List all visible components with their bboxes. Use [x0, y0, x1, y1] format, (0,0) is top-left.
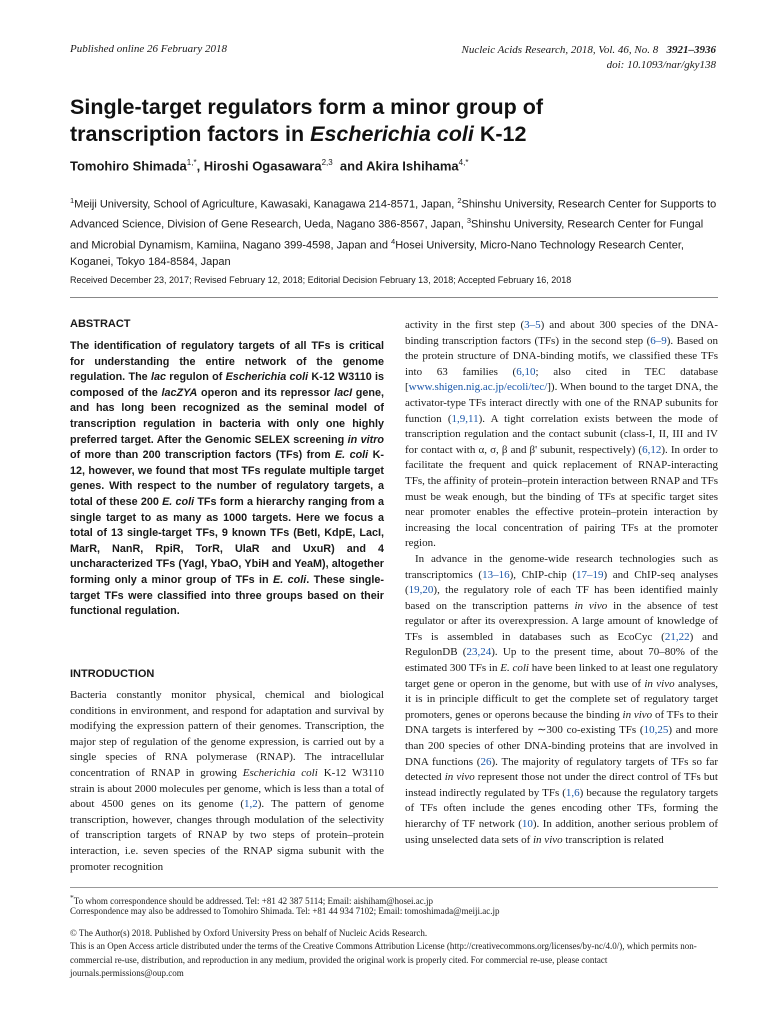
species-name: Escherichia coli — [242, 766, 318, 779]
body-text: in the absence of test regulator or after its overexpression. A large amount of knowledge of TFs is assembled in databases such as EcoCyc ( — [405, 599, 719, 643]
affiliation-4: Hosei University, Micro-Nano Technology Research Center, Koganei, Tokyo 184-8584, Japan — [70, 239, 684, 268]
abstract-text: operon and its repressor — [197, 386, 335, 399]
affiliation-2: Shinshu University, Research Center for Supports to Advanced Science, Division of Gene Research, Ueda, Nagano 386-8567, Japan, — [70, 198, 717, 231]
reference-link[interactable]: 1,2 — [243, 798, 258, 811]
author-affil-sup: 2,3 — [321, 158, 333, 167]
body-text: ) because the regulatory targets of TFs often include the genes encoding other TFs, forming the hierarchy of TF network ( — [405, 786, 718, 830]
body-text: In advance in the genome-wide research technologies such as transcriptomics ( — [405, 552, 718, 581]
reference-link[interactable]: 13–16 — [482, 568, 510, 581]
species-name: E. coli — [334, 449, 369, 462]
abstract-text: K-12 W3110 is composed of the — [70, 371, 384, 399]
publication-date: Published online 26 February 2018 — [70, 43, 228, 55]
copyright-text: © The Author(s) 2018. Published by Oxford University Press on behalf of Nucleic Acids Research. — [70, 928, 428, 938]
body-text: ). The pattern of genome transcription, however, changes through modulation of the selectivity of transcription targets of RNAP by two steps of protein–protein interaction, i.e. seven species of the RNAP sigma subunit with the promoter recognition — [70, 798, 384, 873]
author-name[interactable]: Hiroshi Ogasawara — [203, 158, 322, 174]
body-text: Bacteria constantly monitor physical, chemical and biological conditions in environment, and respond for adaptation and survival by modifying the expression pattern of their genomes. Transcription, the major step of regulation of the genome expression, is carried out by a single species of RNA polymerase (RNAP). The intracellular concentration of RNAP in growing — [70, 689, 384, 779]
abstract-text: regulon of — [165, 371, 226, 384]
italic-term: in vivo — [644, 677, 675, 690]
abstract-body — [70, 339, 384, 620]
body-text: ]). When bound to the target DNA, the activator-type TFs interact directly with one of the RNAP subunits for function ( — [405, 381, 718, 425]
body-text: ). In order to facilitate the frequent and quick replacement of RNAP-interacting TFs, the affinity of protein–protein interaction between RNAP and TFs must be weak enough, but the binding of TFs at specific target sites near promoter enables the effective protein–protein interaction by increasing the local concentration of pairing TFs at the promoter region. — [405, 443, 718, 550]
author-name[interactable]: Akira Ishihama — [366, 158, 459, 174]
header-divider — [70, 297, 718, 298]
abstract-text: gene, and has long been recognized as the seminal model of transcription regulation in bacteria with only one highly preferred target. After the Genomic SELEX screening — [70, 386, 385, 446]
affiliation-1: Meiji University, School of Agriculture, Kawasaki, Kanagawa 214-8571, Japan, — [74, 198, 458, 211]
affil-sup: 4 — [391, 236, 396, 246]
reference-link[interactable]: 6–9 — [650, 334, 667, 347]
body-text: of TFs to their DNA targets is interfered by ∼300 co-existing TFs ( — [405, 708, 719, 737]
history-dates: Received December 23, 2017; Revised February 12, 2018; Editorial Decision February 13, 2018; Accepted February 16, 2018 — [70, 275, 572, 285]
body-text: ), ChIP-chip ( — [509, 568, 577, 581]
body-text: ), the regulatory role of each TF has been identified mainly based on the transcription patterns — [405, 584, 718, 612]
footnote-divider — [70, 887, 718, 888]
body-text: analyses, it is in principle difficult to get the complete set of regulatory target promoters, genes or operons because the binding — [405, 677, 718, 721]
correspondence-text: To whom correspondence should be addressed. Tel: +81 42 387 5114; Email: aishiham@hosei.ac.jp — [73, 896, 434, 906]
affiliations — [70, 193, 720, 270]
introduction-heading: INTRODUCTION — [70, 668, 155, 680]
body-text: ; also cited in TEC database [ — [405, 365, 718, 394]
gene-name: lac — [150, 371, 166, 384]
affiliation-3: Shinshu University, Research Center for Fungal and Microbial Dynamism, Kamiina, Nagano 399-4598, Japan and — [70, 218, 704, 252]
author-separator: , — [196, 158, 204, 174]
body-text: ). Based on the protein structure of DNA-binding motifs, we classified these TFs into 63 families ( — [405, 334, 718, 378]
reference-link[interactable]: 1,9,11 — [451, 412, 479, 425]
right-column — [405, 318, 718, 848]
body-text: activity in the first step ( — [405, 319, 525, 331]
license-notice — [70, 927, 718, 981]
reference-link[interactable]: 19,20 — [408, 584, 434, 597]
body-text: ) and about 300 species of the DNA-binding transcription factors (TFs) in the second step ( — [405, 319, 718, 347]
abstract-text: K-12, however, we found that most TFs regulate multiple target genes. With respect to the number of regulatory targets, a total of these 200 — [70, 449, 384, 508]
reference-link[interactable]: 1,6 — [565, 786, 580, 799]
abstract-text: of more than 200 transcription factors (TFs) from — [70, 449, 335, 462]
database-url-link[interactable]: www.shigen.nig.ac.jp/ecoli/tec/ — [408, 381, 548, 394]
page-range: 3921–3936 — [666, 44, 716, 56]
abstract-text: . These single-target TFs were classified into three groups based on their functional regulation. — [70, 573, 384, 618]
reference-link[interactable]: 6,12 — [642, 443, 662, 456]
journal-citation — [376, 43, 716, 73]
species-name: Escherichia coli — [225, 371, 309, 384]
author-separator: and — [332, 158, 367, 174]
paragraph — [405, 552, 718, 848]
reference-link[interactable]: 10 — [521, 818, 533, 830]
body-text: ) and ChIP-seq analyses ( — [405, 568, 718, 597]
affil-sup: 2 — [457, 196, 462, 205]
correspondence-note-2: Correspondence may also be addressed to Tomohiro Shimada. Tel: +81 44 934 7102; Email: tomoshimada@meiji.ac.jp — [70, 906, 500, 916]
body-text: ) and RegulonDB ( — [405, 630, 719, 659]
abstract-heading: ABSTRACT — [70, 318, 131, 330]
title-line-2-post: K-12 — [473, 122, 527, 146]
italic-term: in vivo — [533, 833, 563, 846]
body-text: ) and more than 200 species of other DNA-binding proteins that are involved in DNA functions ( — [405, 724, 719, 768]
title-species: Escherichia coli — [310, 122, 474, 146]
italic-term: in vitro — [347, 433, 384, 446]
footnote-star: * — [70, 893, 74, 902]
species-name: E. coli — [500, 662, 529, 675]
reference-link[interactable]: 17–19 — [576, 568, 604, 581]
body-text: transcription is related — [562, 833, 664, 846]
license-text: This is an Open Access article distributed under the terms of the Creative Commons Attribution License (http://creativecommons.org/licenses/by-nc/4.0/), which permits non-commercial re-use, distribution, and reproduction in any medium, provided the original work is properly cited. For commercial re-use, please contact journals.permissions@oup.com — [70, 941, 697, 979]
abstract-text: TFs form a hierarchy ranging from a single target to as many as 1000 targets. Here we focus a total of 13 single-target TFs, 9 known TFs (BetI, KdpE, LacI, MarR, NanR, RpiR, TorR, UlaR and UxuR) and 4 uncharacterized TFs (YagI, YbaO, YbiH and YeaM), altogether forming only a minor group of TFs in — [70, 495, 385, 586]
body-text: ). The majority of regulatory targets of TFs so far detected — [405, 755, 718, 784]
body-text: represent those not under the direct control of TFs but instead indirectly regulated by TFs ( — [405, 771, 718, 799]
article-title — [70, 94, 710, 148]
author-list — [70, 158, 468, 173]
italic-term: in vivo — [444, 771, 475, 784]
journal-name: Nucleic Acids Research, 2018, Vol. 46, No. 8 — [461, 44, 659, 56]
reference-link[interactable]: 3–5 — [524, 319, 541, 331]
italic-term: in vivo — [574, 599, 608, 612]
abstract-text: The identification of regulatory targets of all TFs is critical for understanding the entire network of the genome regulation. The — [70, 340, 384, 384]
body-text: ). In addition, another serious problem of using unselected data sets of — [405, 818, 718, 846]
reference-link[interactable]: 26 — [480, 755, 492, 768]
reference-link[interactable]: 10,25 — [643, 724, 669, 737]
author-affil-sup: 4,* — [458, 158, 469, 167]
title-line-1: Single-target regulators form a minor group of — [70, 95, 544, 119]
paragraph — [405, 318, 718, 552]
species-name: E. coli — [162, 495, 195, 508]
gene-name: lacI — [334, 386, 353, 399]
body-text: ). A tight correlation exists between the mode of transcription regulation and the contact subunit (class-I, II, III and IV for contact with α, σ, β and β' subunit, respectively) ( — [405, 412, 718, 456]
italic-term: in vivo — [622, 708, 653, 721]
introduction-body — [70, 688, 384, 875]
body-text: K-12 W3110 strain is about 2000 molecules per genome, which is less than a total of about 4500 genes on its genome ( — [70, 766, 384, 811]
body-text: have been linked to at least one regulatory target gene or operon in the genome, but with use of — [405, 662, 718, 690]
title-line-2-pre: transcription factors in — [70, 122, 311, 146]
gene-name: lacZYA — [161, 386, 198, 399]
reference-link[interactable]: 6,10 — [516, 365, 536, 378]
reference-link[interactable]: 21,22 — [664, 630, 690, 643]
affil-sup: 3 — [466, 216, 472, 226]
doi-link[interactable]: doi: 10.1093/nar/gky138 — [606, 59, 716, 71]
author-affil-sup: 1,* — [186, 158, 197, 167]
species-name: E. coli — [273, 573, 307, 586]
reference-link[interactable]: 23,24 — [466, 646, 492, 659]
body-text: ). Up to the present time, about 70–80% of the estimated 300 TFs in — [405, 646, 718, 675]
affil-sup: 1 — [70, 196, 75, 205]
author-name[interactable]: Tomohiro Shimada — [70, 158, 187, 174]
